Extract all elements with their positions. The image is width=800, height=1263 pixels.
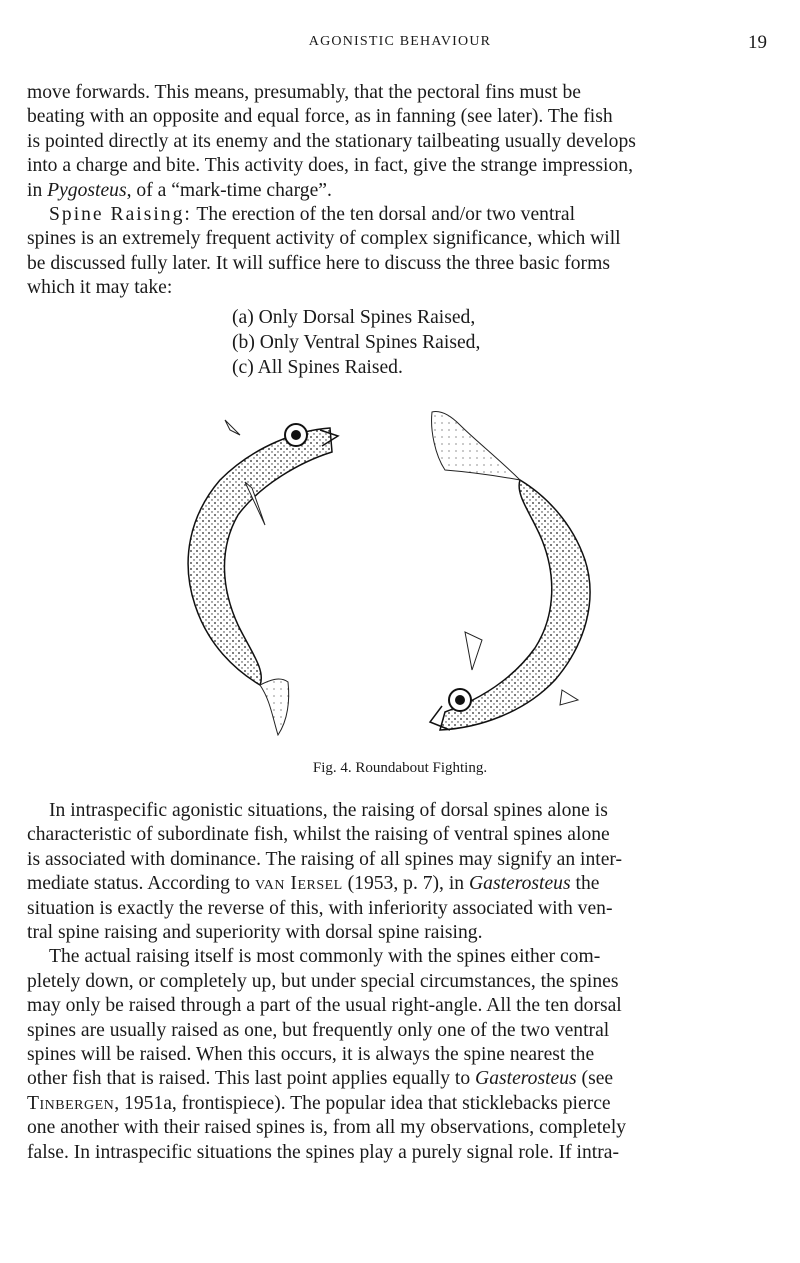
text-line: spines are usually raised as one, but frequently only one of the two ventral bbox=[27, 1019, 610, 1041]
text-line: one another with their raised spines is, from all my observations, completely bbox=[27, 1117, 627, 1139]
text-line: mediate status. According to van Iersel (1953, p. 7), in Gasterosteus the bbox=[27, 873, 600, 895]
text-line: spines is an extremely frequent activity of complex significance, which will bbox=[27, 228, 621, 250]
paragraph-tailbeating bbox=[27, 81, 739, 301]
section-heading-spine-raising: Spine Raising: bbox=[49, 204, 192, 226]
text-line: In intraspecific agonistic situations, the raising of dorsal spines alone is bbox=[49, 800, 608, 821]
text-line: in Pygosteus, of a “mark-time charge”. bbox=[27, 179, 332, 201]
fish-left-tail bbox=[260, 679, 289, 735]
figure-roundabout-fighting bbox=[160, 400, 620, 750]
list-item: (a) Only Dorsal Spines Raised, bbox=[232, 307, 476, 328]
page-header bbox=[0, 34, 800, 56]
text-line: which it may take: bbox=[27, 277, 173, 299]
text-line: pletely down, or completely up, but under special circumstances, the spines bbox=[27, 970, 619, 992]
text-line: tral spine raising and superiority with dorsal spine raising. bbox=[27, 922, 483, 944]
text-line: situation is exactly the reverse of this, with inferiority associated with ven- bbox=[27, 897, 613, 919]
text-line: spines will be raised. When this occurs, it is always the spine nearest the bbox=[27, 1044, 595, 1066]
text-line: move forwards. This means, presumably, that the pectoral fins must be bbox=[27, 82, 581, 103]
paragraph-intraspecific bbox=[27, 799, 739, 1165]
text-line: be discussed fully later. It will suffice here to discuss the three basic forms bbox=[27, 252, 610, 274]
text-line: Tinbergen, 1951a, frontispiece). The popular idea that sticklebacks pierce bbox=[27, 1092, 611, 1114]
genus-name: Gasterosteus bbox=[475, 1068, 577, 1090]
list-item: (c) All Spines Raised. bbox=[232, 357, 403, 378]
text-line: may only be raised through a part of the usual right-angle. All the ten dorsal bbox=[27, 995, 622, 1017]
text-line: Spine Raising: The erection of the ten dorsal and/or two ventral bbox=[49, 204, 576, 226]
fish-left bbox=[188, 420, 338, 735]
genus-name: Gasterosteus bbox=[469, 873, 571, 895]
fish-right-dorsal-spine bbox=[465, 632, 482, 670]
list-item: (b) Only Ventral Spines Raised, bbox=[232, 332, 481, 353]
author-name: Tinbergen bbox=[27, 1092, 115, 1114]
text-line: false. In intraspecific situations the spines play a purely signal role. If intra- bbox=[27, 1141, 619, 1163]
fish-left-dorsal-spine bbox=[225, 420, 240, 435]
fish-right-ventral-spine bbox=[560, 690, 578, 705]
text-line: The actual raising itself is most commonly with the spines either com- bbox=[49, 946, 601, 968]
text-line: is pointed directly at its enemy and the stationary tailbeating usually develops bbox=[27, 130, 636, 152]
fish-right bbox=[430, 412, 590, 730]
spine-forms-list bbox=[232, 305, 480, 380]
text-line: characteristic of subordinate fish, whilst the raising of ventral spines alone bbox=[27, 824, 610, 846]
page-number: 19 bbox=[748, 32, 767, 53]
fish-right-tail bbox=[432, 412, 520, 480]
text-line: other fish that is raised. This last point applies equally to Gasterosteus (see bbox=[27, 1068, 614, 1090]
genus-name: Pygosteus bbox=[47, 179, 127, 201]
text-line: into a charge and bite. This activity does, in fact, give the strange impression, bbox=[27, 155, 633, 177]
text-line: is associated with dominance. The raising of all spines may signify an inter- bbox=[27, 848, 623, 870]
figure-caption: Fig. 4. Roundabout Fighting. bbox=[312, 760, 488, 776]
text-line: beating with an opposite and equal force, as in fanning (see later). The fish bbox=[27, 106, 613, 128]
author-name: van Iersel bbox=[255, 873, 343, 895]
running-title: AGONISTIC BEHAVIOUR bbox=[308, 34, 492, 49]
